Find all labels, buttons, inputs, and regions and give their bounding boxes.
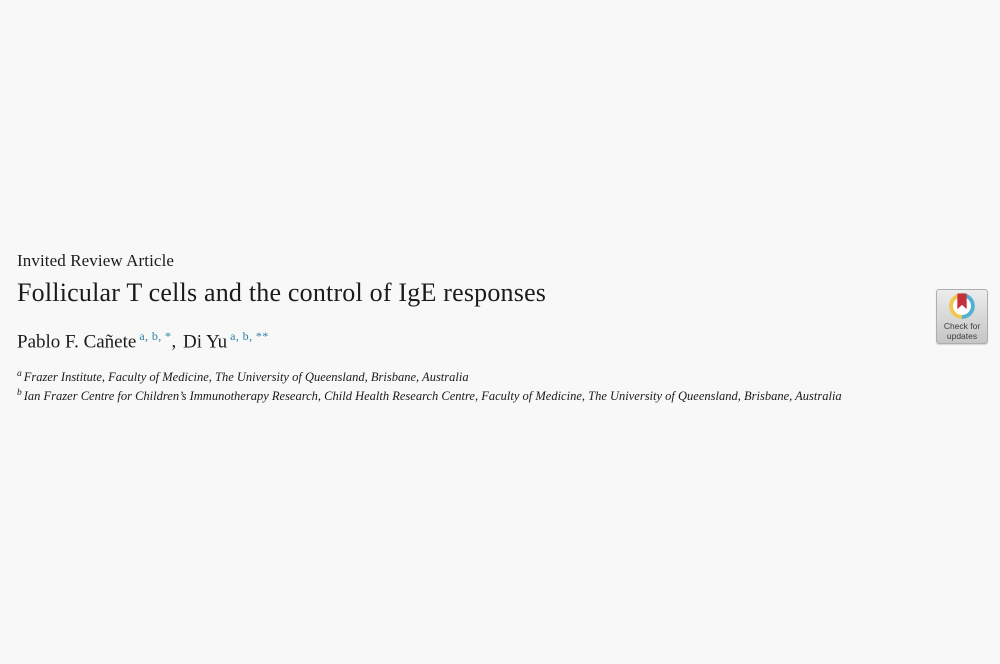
article-type-label: Invited Review Article: [17, 251, 175, 270]
affiliation-b-marker: b: [17, 388, 22, 399]
affiliation-a-text: Frazer Institute, Faculty of Medicine, The University of Queensland, Brisbane, Australia: [23, 370, 469, 385]
author-separator: ,: [171, 331, 177, 353]
crossmark-label: [944, 321, 980, 341]
author-name-2: Di Yu: [182, 331, 228, 353]
affiliation-b: [17, 385, 857, 404]
crossmark-label-line1: Check for: [943, 321, 981, 331]
affiliation-a-marker: a: [17, 369, 22, 379]
affiliations-block: [17, 366, 857, 404]
author-name-1: Pablo F. Cañete: [17, 331, 137, 353]
author-2-affiliation-link[interactable]: a, b, **: [230, 329, 269, 343]
crossmark-logo-icon: [948, 292, 976, 320]
affiliation-b-text: Ian Frazer Centre for Children’s Immunotherapy Research, Child Health Research Centre, Faculty of Medicine, The University of Queensland, Brisbane, Australia: [23, 389, 842, 404]
crossmark-label-line2: updates: [946, 331, 978, 341]
author-1-affiliation-link[interactable]: a, b, *: [139, 329, 172, 343]
author-line: [17, 329, 269, 353]
crossmark-check-for-updates-button[interactable]: [936, 289, 988, 344]
affiliation-a: [17, 366, 857, 385]
article-title: Follicular T cells and the control of IgE responses: [17, 278, 547, 307]
